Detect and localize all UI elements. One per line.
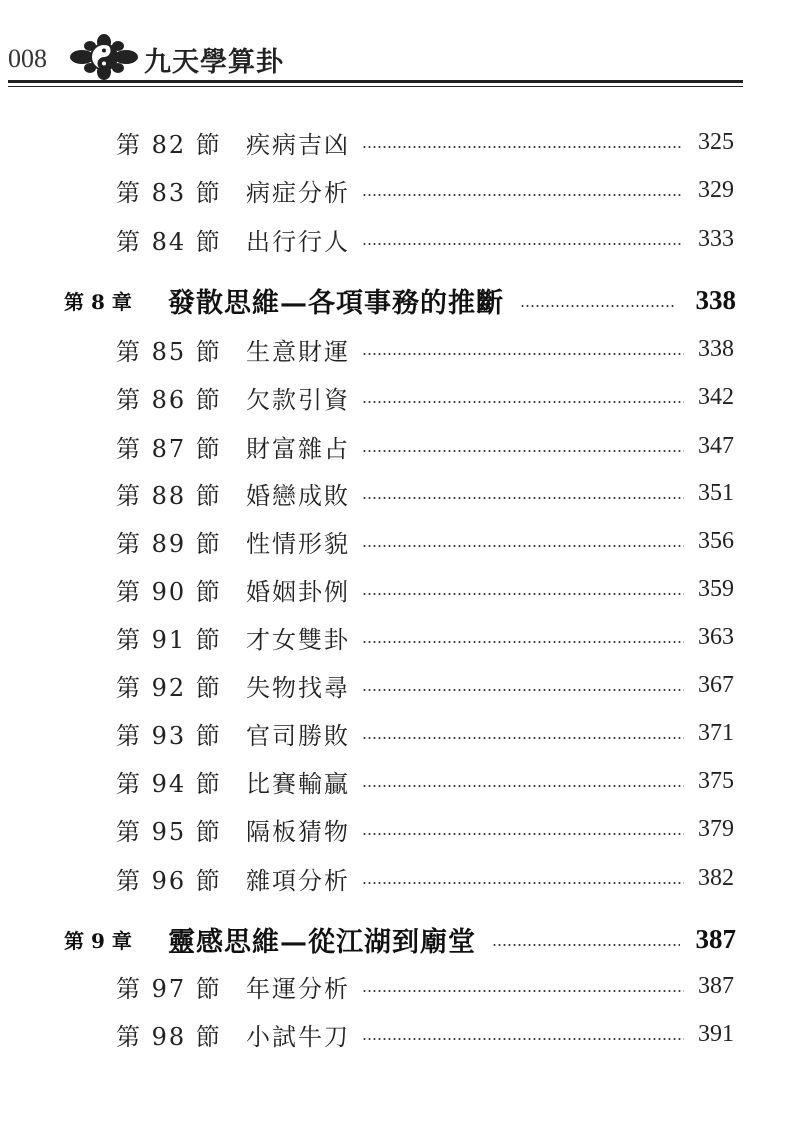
section-label: 第 90 節 xyxy=(116,577,222,606)
page-number-ref: 387 xyxy=(698,972,734,999)
dot-leader xyxy=(362,882,684,884)
toc-section-row xyxy=(0,858,810,898)
toc-section-row xyxy=(0,329,810,369)
toc-section-row xyxy=(0,1014,810,1054)
section-title: 性情形貌 xyxy=(246,524,354,559)
section-label: 第 84 節 xyxy=(116,227,222,256)
chapter-title: 靈感思維—從江湖到廟堂 xyxy=(168,926,476,958)
page-number-ref: 382 xyxy=(698,864,734,891)
page-number-ref: 375 xyxy=(698,767,734,794)
toc-section-row xyxy=(0,170,810,210)
section-title: 雜項分析 xyxy=(246,861,354,896)
section-label: 第 95 節 xyxy=(116,817,222,846)
toc-section-row xyxy=(0,761,810,801)
section-title: 出行行人 xyxy=(246,222,354,257)
section-title: 欠款引資 xyxy=(246,380,354,415)
page-number-ref: 387 xyxy=(695,923,736,954)
dot-leader xyxy=(492,944,680,946)
page-number-ref: 338 xyxy=(695,284,736,315)
section-title: 病症分析 xyxy=(246,173,354,208)
chapter-label: 第 9 章 xyxy=(64,928,132,953)
section-title: 隔板猜物 xyxy=(246,812,354,847)
section-title: 年運分析 xyxy=(246,969,354,1004)
section-title: 失物找尋 xyxy=(246,668,354,703)
dot-leader xyxy=(362,450,684,452)
section-label: 第 94 節 xyxy=(116,769,222,798)
section-title: 婚戀成敗 xyxy=(246,476,354,511)
page-number-ref: 351 xyxy=(698,479,734,506)
toc-section-row xyxy=(0,122,810,162)
page-number: 008 xyxy=(8,44,47,73)
page-number-ref: 359 xyxy=(698,575,734,602)
section-label: 第 92 節 xyxy=(116,673,222,702)
page-number-ref: 379 xyxy=(698,815,734,842)
section-label: 第 87 節 xyxy=(116,434,222,463)
toc-section-row xyxy=(0,426,810,466)
dot-leader xyxy=(362,737,684,739)
chapter-title: 發散思維—各項事務的推斷 xyxy=(168,287,504,319)
page-number-ref: 367 xyxy=(698,671,734,698)
dot-leader xyxy=(362,497,684,499)
toc-section-row xyxy=(0,521,810,561)
dot-leader xyxy=(362,243,682,245)
dot-leader xyxy=(520,305,676,307)
section-title: 生意財運 xyxy=(246,332,354,367)
section-title: 比賽輸贏 xyxy=(246,764,354,799)
toc-section-row xyxy=(0,473,810,513)
toc-section-row xyxy=(0,665,810,705)
toc-section-row xyxy=(0,569,810,609)
toc-section-row xyxy=(0,377,810,417)
page-number-ref: 371 xyxy=(698,719,734,746)
dot-leader xyxy=(362,689,684,691)
toc-section-row xyxy=(0,966,810,1006)
page-number-ref: 363 xyxy=(698,623,734,650)
toc-chapter-row xyxy=(0,919,810,959)
section-label: 第 89 節 xyxy=(116,529,222,558)
page-number-ref: 347 xyxy=(698,432,734,459)
page-number-ref: 333 xyxy=(698,225,734,252)
page-number-ref: 391 xyxy=(698,1020,734,1047)
section-title: 疾病吉凶 xyxy=(246,125,354,160)
section-title: 官司勝敗 xyxy=(246,716,354,751)
section-label: 第 83 節 xyxy=(116,178,222,207)
dot-leader xyxy=(362,990,684,992)
dot-leader xyxy=(362,641,684,643)
section-label: 第 86 節 xyxy=(116,385,222,414)
dot-leader xyxy=(362,545,684,547)
toc-section-row xyxy=(0,809,810,849)
dot-leader xyxy=(362,146,682,148)
toc-section-row xyxy=(0,617,810,657)
section-label: 第 85 節 xyxy=(116,337,222,366)
book-title: 九天學算卦 xyxy=(144,47,284,78)
toc-section-row xyxy=(0,713,810,753)
section-label: 第 96 節 xyxy=(116,866,222,895)
page-number-ref: 342 xyxy=(698,383,734,410)
section-label: 第 97 節 xyxy=(116,974,222,1003)
dot-leader xyxy=(362,194,682,196)
toc-chapter-row xyxy=(0,280,810,320)
dot-leader xyxy=(362,1038,684,1040)
dot-leader xyxy=(362,353,684,355)
section-title: 小試牛刀 xyxy=(246,1017,354,1052)
dot-leader xyxy=(362,785,684,787)
section-label: 第 88 節 xyxy=(116,481,222,510)
section-label: 第 98 節 xyxy=(116,1022,222,1051)
page-number-ref: 338 xyxy=(698,335,734,362)
dot-leader xyxy=(362,593,684,595)
section-title: 才女雙卦 xyxy=(246,620,354,655)
page-number-ref: 329 xyxy=(698,176,734,203)
section-title: 財富雜占 xyxy=(246,429,354,464)
toc-section-row xyxy=(0,219,810,259)
section-label: 第 91 節 xyxy=(116,625,222,654)
page-number-ref: 325 xyxy=(698,128,734,155)
chapter-label: 第 8 章 xyxy=(64,289,132,314)
page-number-ref: 356 xyxy=(698,527,734,554)
dot-leader xyxy=(362,833,684,835)
section-label: 第 82 節 xyxy=(116,130,222,159)
dot-leader xyxy=(362,401,684,403)
section-label: 第 93 節 xyxy=(116,721,222,750)
section-title: 婚姻卦例 xyxy=(246,572,354,607)
